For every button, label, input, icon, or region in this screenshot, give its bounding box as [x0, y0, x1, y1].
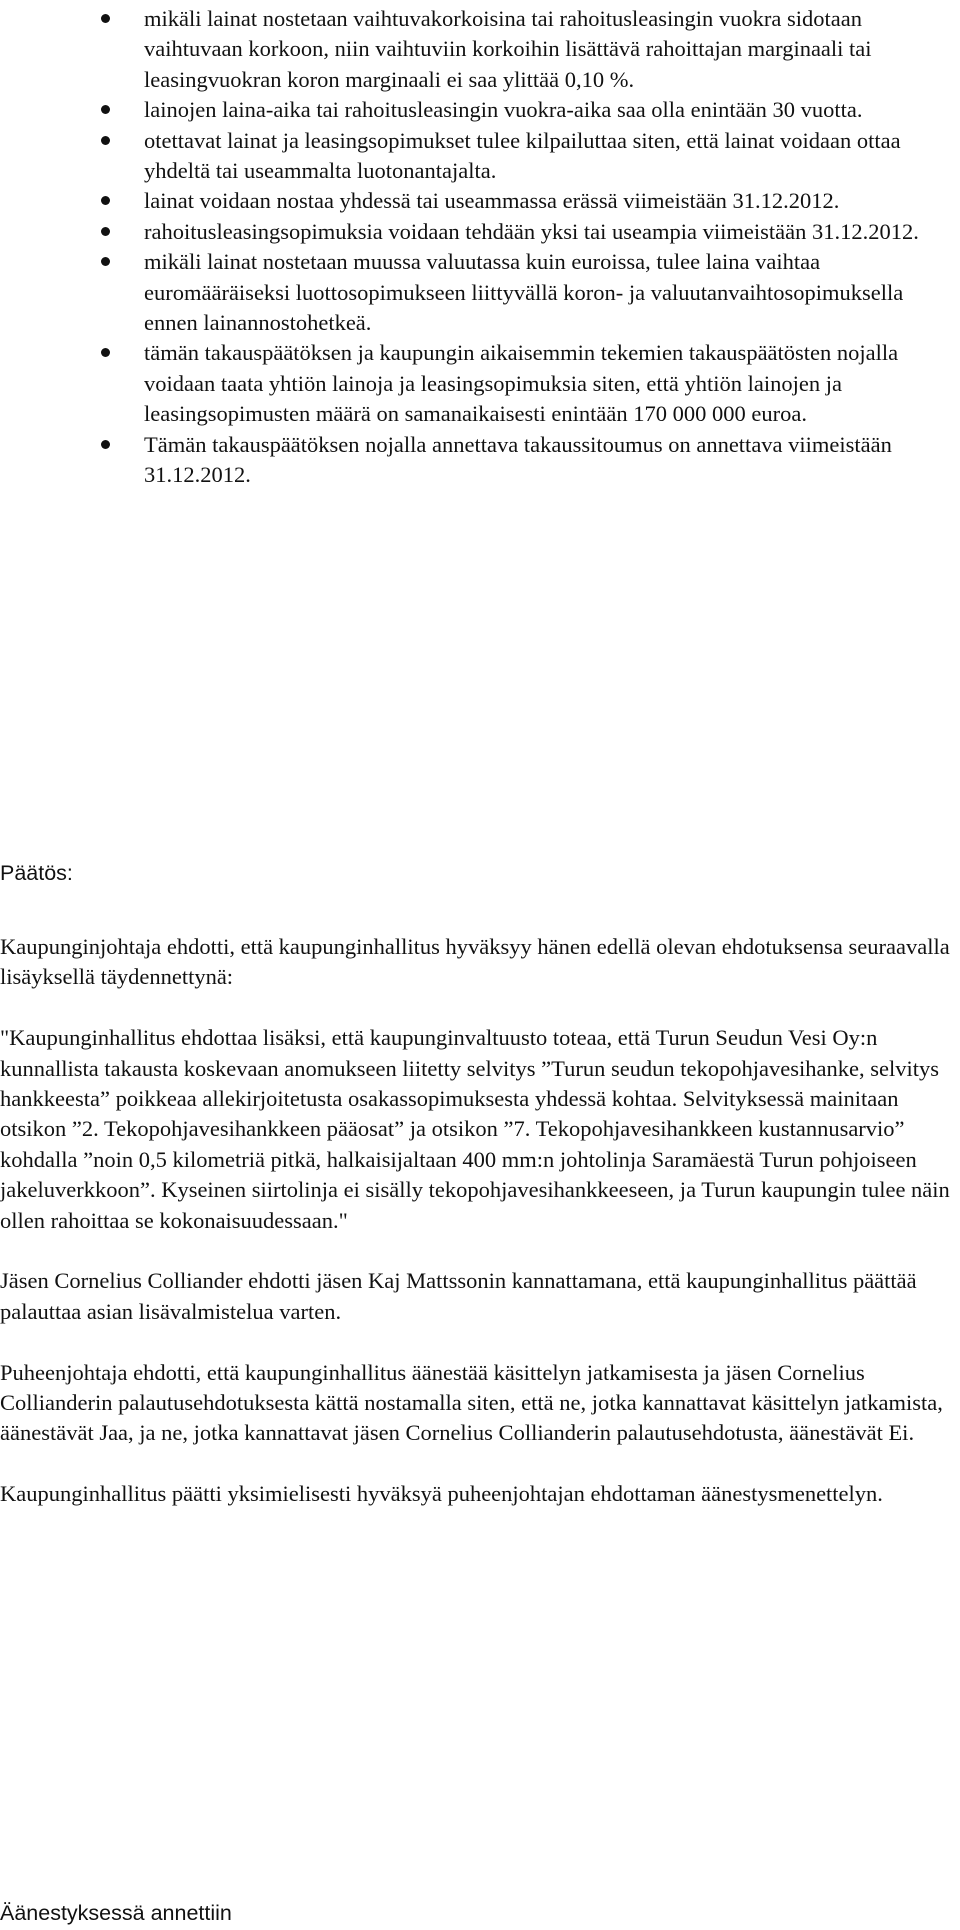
list-item-text: lainat voidaan nostaa yhdessä tai useammassa erässä viimeistään 31.12.2012. — [144, 188, 840, 214]
list-item — [144, 4, 944, 95]
vote-result-heading: Äänestyksessä annettiin — [0, 1901, 232, 1925]
list-item-text: tämän takauspäätöksen ja kaupungin aikaisemmin tekemien takauspäätösten nojalla voidaan taata yhtiön lainoja ja leasingsopimuksia siten, että yhtiön lainojen ja leasingsopimusten määrä on samanaikaisesti enintään 170 000 000 euroa. — [144, 340, 899, 427]
decision-label: Päätös: — [0, 861, 73, 885]
paragraph: Puheenjohtaja ehdotti, että kaupunginhallitus äänestää käsittelyn jatkamisesta ja jäsen Cornelius Collianderin palautusehdotuksesta kättä nostamalla siten, että ne, jotka kannattavat käsittelyn jatkamista, äänestävät Jaa, ja ne, jotka kannattavat jäsen Cornelius Collianderin palautusehdotusta, äänestävät Ei. — [0, 1359, 943, 1446]
paragraph: "Kaupunginhallitus ehdottaa lisäksi, että kaupunginvaltuusto toteaa, että Turun Seudun Vesi Oy:n kunnallista takausta koskevaan anomukseen liitetty selvitys ”Turun seudun tekopohjavesihanke, selvitys hankkeesta” poikkeaa allekirjoitetusta osakassopimuksesta yhdessä kohtaa. Selvityksessä mainitaan otsikon ”2. Tekopohjavesihankkeen pääosat” ja otsikon ”7. Tekopohjavesihankkeen kustannusarvio” kohdalla ”noin 0,5 kilometriä pitkä, halkaisijaltaan 400 mm:n johtolinja Saramäestä Turun pohjoiseen jakeluverkkoon”. Kyseinen siirtolinja ei sisälly tekopohjavesihankkeeseen, ja Turun kaupungin tulee näin ollen rahoittaa se kokonaisuudessaan." — [0, 1025, 950, 1233]
list-item-text: rahoitusleasingsopimuksia voidaan tehdään yksi tai useampia viimeistään 31.12.2012. — [144, 218, 919, 244]
bullet-icon — [101, 348, 110, 357]
paragraph: Jäsen Cornelius Colliander ehdotti jäsen Kaj Mattssonin kannattamana, että kaupunginhallitus päättää palauttaa asian lisävalmistelua varten. — [0, 1268, 917, 1324]
list-item-text: otettavat lainat ja leasingsopimukset tulee kilpailuttaa siten, että lainat voidaan ottaa yhdeltä tai useammalta luotonantajalta. — [144, 127, 901, 184]
bullet-icon — [101, 227, 110, 236]
list-item-text: mikäli lainat nostetaan muussa valuutassa kuin euroissa, tulee laina vaihtaa euromääräiseksi luottosopimukseen liittyvällä koron- ja valuutanvaihtosopimuksella ennen lainannostohetkeä. — [144, 249, 904, 336]
list-item — [144, 338, 944, 429]
condition-list — [144, 4, 944, 491]
list-item — [144, 217, 944, 247]
bullet-icon — [101, 105, 110, 114]
paragraph: Kaupunginjohtaja ehdotti, että kaupunginhallitus hyväksyy hänen edellä olevan ehdotuksensa seuraavalla lisäyksellä täydennettynä: — [0, 934, 950, 990]
bullet-icon — [101, 196, 110, 205]
bullet-icon — [101, 14, 110, 23]
bullet-icon — [101, 257, 110, 266]
paragraph: Kaupunginhallitus päätti yksimielisesti hyväksyä puheenjohtajan ehdottaman äänestysmenettelyn. — [0, 1481, 883, 1507]
decision-body — [0, 932, 958, 1540]
list-item — [144, 186, 944, 216]
list-item — [144, 95, 944, 125]
bullet-icon — [101, 440, 110, 449]
list-item — [144, 126, 944, 187]
list-item-text: mikäli lainat nostetaan vaihtuvakorkoisina tai rahoitusleasingin vuokra sidotaan vaihtuvaan korkoon, niin vaihtuviin korkoihin lisättävä rahoittajan marginaali tai leasingvuokran koron marginaali ei saa ylittää 0,10 %. — [144, 6, 872, 92]
list-item-text: Tämän takauspäätöksen nojalla annettava takaussitoumus on annettava viimeistään 31.12.2012. — [144, 431, 892, 488]
list-item-text: lainojen laina-aika tai rahoitusleasingin vuokra-aika saa olla enintään 30 vuotta. — [144, 97, 863, 123]
list-item — [144, 430, 944, 491]
list-item — [144, 247, 944, 338]
bullet-icon — [101, 136, 110, 145]
